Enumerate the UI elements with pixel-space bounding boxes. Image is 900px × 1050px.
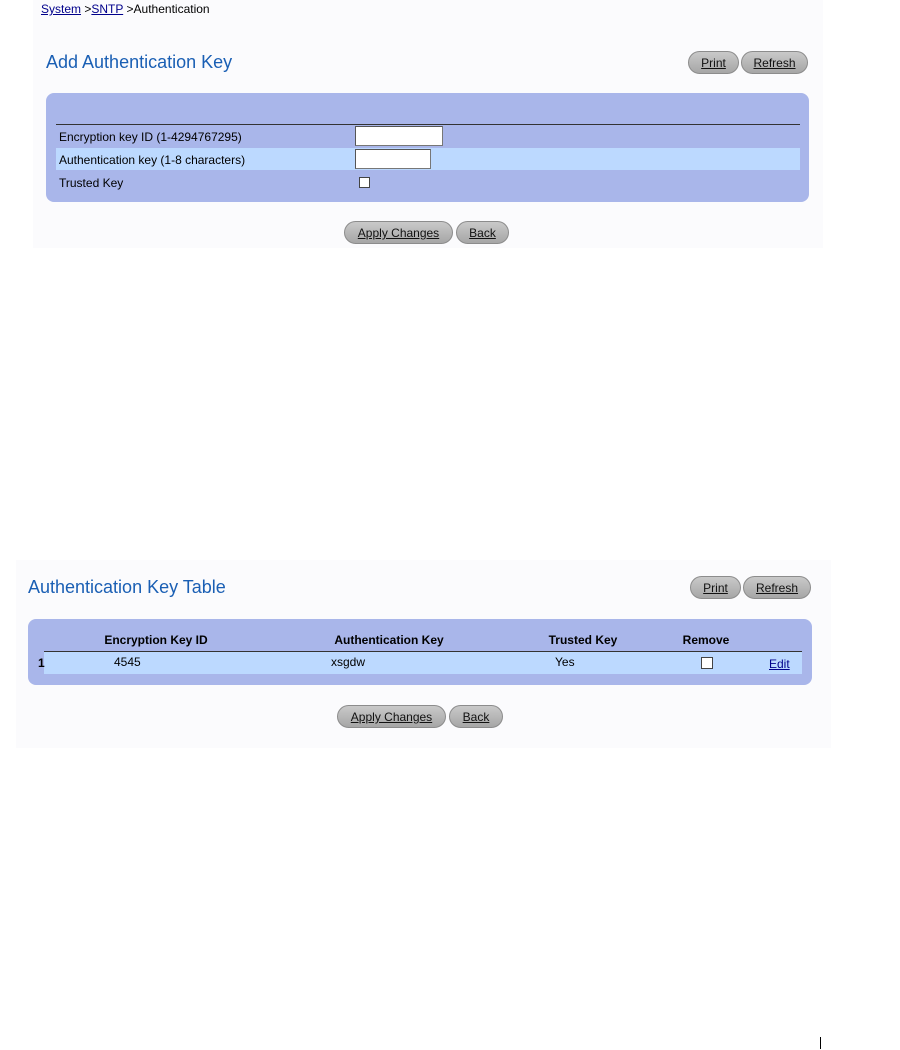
breadcrumb-separator: > [126,2,134,16]
auth-key-input[interactable] [355,149,431,169]
refresh-button[interactable]: Refresh [741,51,808,74]
page-edge-mark [820,1037,821,1049]
add-key-title: Add Authentication Key [46,52,233,72]
auth-key-label: Authentication key (1-8 characters) [59,153,246,167]
apply-changes-button[interactable]: Apply Changes [337,705,446,728]
cell-trusted-key: Yes [555,655,575,669]
breadcrumb-separator: > [84,2,92,16]
trusted-key-checkbox[interactable] [359,177,370,188]
apply-changes-button[interactable]: Apply Changes [344,221,453,244]
cell-authentication-key: xsgdw [331,655,366,669]
trusted-key-label: Trusted Key [59,176,124,190]
column-header-encryption-key-id: Encryption Key ID [104,633,208,647]
remove-checkbox[interactable] [701,657,713,669]
table-row [44,652,802,674]
key-table-title: Authentication Key Table [28,577,226,597]
row-index: 1 [38,656,45,670]
cell-encryption-key-id: 4545 [114,655,141,669]
breadcrumb-current: Authentication [133,2,210,16]
column-header-remove: Remove [682,633,730,647]
encryption-id-label: Encryption key ID (1-4294767295) [59,130,242,144]
print-button[interactable]: Print [688,51,739,74]
back-button[interactable]: Back [456,221,509,244]
breadcrumb-link-system[interactable]: System [41,2,82,16]
breadcrumb [41,2,210,16]
print-button[interactable]: Print [690,576,741,599]
column-header-trusted-key: Trusted Key [548,633,618,647]
encryption-id-input[interactable] [355,126,443,146]
refresh-button[interactable]: Refresh [743,576,811,599]
back-button[interactable]: Back [449,705,503,728]
edit-link[interactable]: Edit [769,657,790,671]
breadcrumb-link-sntp[interactable]: SNTP [91,2,124,16]
column-header-authentication-key: Authentication Key [334,633,444,647]
